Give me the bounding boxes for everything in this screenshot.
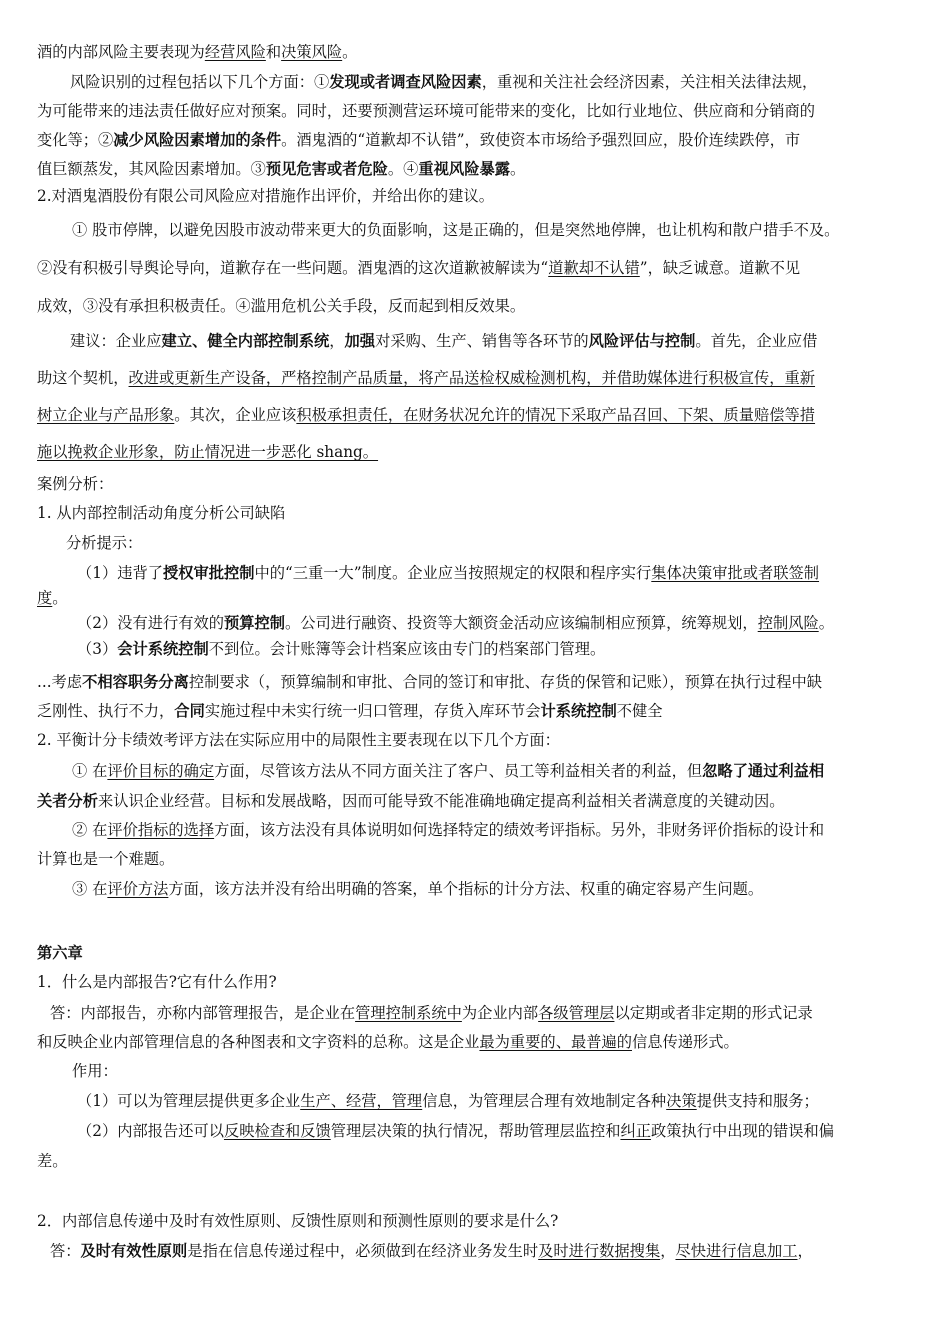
text-segment: （1）违背了 [77, 564, 163, 582]
text-line [37, 405, 942, 425]
text-segment: 信息传递形式。 [631, 1033, 739, 1051]
text-segment: ② 在 [72, 821, 108, 839]
underlined-text: 评价目标的确定 [107, 762, 215, 780]
text-line [37, 672, 942, 692]
underlined-text: 改进或更新生产设备，严格控制产品质量，将产品送检权威检测机构，并借助媒体进行积极宣传，重新 [128, 369, 816, 387]
underlined-text: 施以挽救企业形象，防止情况进一步恶化 shang。 [37, 443, 379, 461]
text-line [70, 331, 942, 351]
text-segment: ”，缺乏诚意。道歉不见 [639, 259, 801, 277]
text-segment: 。 [509, 160, 526, 178]
underlined-text: 道歉却不认错 [548, 259, 640, 277]
text-line [37, 701, 942, 721]
bold-text: 关者分析 [37, 792, 99, 810]
underlined-text: 生产、经营，管理 [300, 1092, 423, 1110]
underlined-text: 管理控制系统中 [355, 1004, 462, 1022]
text-segment: 和反映企业内部管理信息的各种图表和文字资料的总称。这是企业 [37, 1033, 480, 1051]
bold-text: 发现或者调查风险因素 [329, 73, 482, 91]
text-line [50, 1241, 942, 1261]
text-line [37, 972, 942, 992]
text-line [37, 368, 942, 388]
text-line [72, 820, 942, 840]
text-segment: 乏刚性、执行不力， [37, 702, 175, 720]
bold-text: 减少风险因素增加的条件 [113, 131, 282, 149]
bold-text: 计系统控制 [540, 702, 617, 720]
text-segment: （2）没有进行有效的 [77, 614, 224, 632]
text-line [72, 879, 942, 899]
text-segment: 助这个契机， [37, 369, 129, 387]
text-segment: 差。 [37, 1152, 68, 1170]
bold-text: 及时有效性原则 [80, 1242, 188, 1260]
bold-text: 加强 [344, 332, 376, 350]
text-segment: 。首先，企业应借 [695, 332, 818, 350]
text-segment: 政策执行中出现的错误和偏 [650, 1122, 834, 1140]
underlined-text: 经营风险 [204, 43, 266, 61]
text-line [37, 159, 942, 179]
text-line [37, 101, 942, 121]
text-segment: ① 在 [72, 762, 108, 780]
bold-text: 风险评估与控制 [588, 332, 696, 350]
underlined-text: 最为重要的、最普遍的 [479, 1033, 632, 1051]
text-segment: 1. 从内部控制活动角度分析公司缺陷 [37, 504, 286, 522]
text-line [37, 943, 942, 963]
text-line [37, 42, 942, 62]
text-segment: 中的“三重一大”制度。企业应当按照规定的权限和程序实行 [254, 564, 652, 582]
text-segment: 。 [52, 589, 68, 607]
text-line [77, 613, 942, 633]
text-line [37, 296, 942, 316]
underlined-text: 评价方法 [107, 880, 169, 898]
bold-text: 忽略了通过利益相 [702, 762, 825, 780]
bold-text: 建立、健全内部控制系统 [161, 332, 330, 350]
text-segment: 为可能带来的违法责任做好应对预案。同时，还要预测营运环境可能带来的变化，比如行业地位、供应商和分销商的 [37, 102, 816, 120]
text-line [37, 791, 942, 811]
bold-text: 不相容职务分离 [82, 673, 189, 691]
text-segment: （1）可以为管理层提供更多企业 [77, 1092, 301, 1110]
underlined-text: 决策风险 [281, 43, 343, 61]
text-segment: ① 股市停牌，以避免因股市波动带来更大的负面影响，这是正确的，但是突然地停牌，也让机构和散户措手不及。 [72, 221, 840, 239]
text-segment: ， [797, 1242, 813, 1260]
text-line [37, 474, 942, 494]
text-segment: 方面，该方法并没有给出明确的答案，单个指标的计分方法、权重的确定容易产生问题。 [168, 880, 764, 898]
text-line [37, 186, 942, 206]
text-segment: 1．什么是内部报告?它有什么作用? [37, 973, 277, 991]
text-segment: ， [660, 1242, 676, 1260]
text-segment: 和 [265, 43, 282, 61]
text-line [37, 503, 942, 523]
text-line [50, 1003, 942, 1023]
underlined-text: 决策 [666, 1092, 697, 1110]
text-line [77, 563, 942, 583]
text-line [37, 1151, 942, 1171]
text-segment: 。④ [387, 160, 419, 178]
text-segment: 方面，尽管该方法从不同方面关注了客户、员工等利益相关者的利益，但 [214, 762, 703, 780]
text-line [37, 130, 942, 150]
text-segment: 案例分析： [37, 475, 114, 493]
text-segment: ，重视和关注社会经济因素，关注相关法律法规， [481, 73, 818, 91]
underlined-text: 度 [37, 589, 53, 607]
text-segment: 为企业内部 [461, 1004, 539, 1022]
underlined-text: 尽快进行信息加工 [675, 1242, 798, 1260]
bold-text: 重视风险暴露 [418, 160, 510, 178]
text-segment: 方面，该方法没有具体说明如何选择特定的绩效考评指标。另外，非财务评价指标的设计和 [214, 821, 825, 839]
text-segment: 答： [50, 1242, 81, 1260]
text-segment: 。公司进行融资、投资等大额资金活动应该编制相应预算，统筹规划， [284, 614, 758, 632]
text-line [66, 533, 942, 553]
underlined-text: 树立企业与产品形象 [37, 406, 175, 424]
text-segment: 2.对酒鬼酒股份有限公司风险应对措施作出评价，并给出你的建议。 [37, 187, 494, 205]
text-segment: 计算也是一个难题。 [37, 850, 175, 868]
text-line [72, 761, 942, 781]
text-segment: 2. 平衡计分卡绩效考评方法在实际应用中的局限性主要表现在以下几个方面： [37, 731, 560, 749]
underlined-text: 集体决策审批或者联签制 [651, 564, 820, 582]
text-segment: 变化等；② [37, 131, 114, 149]
underlined-text: 各级管理层 [538, 1004, 615, 1022]
text-segment: 对采购、生产、销售等各环节的 [375, 332, 589, 350]
bold-text: 第六章 [37, 944, 83, 962]
text-segment: 控制要求（，预算编制和审批、合同的签订和审批、存货的保管和记账），预算在执行过程中缺 [188, 673, 822, 691]
text-segment: 不健全 [616, 702, 663, 720]
text-segment: 成效，③没有承担积极责任。④滥用危机公关手段，反而起到相反效果。 [37, 297, 526, 315]
text-line [37, 588, 942, 608]
text-segment: 酒的内部风险主要表现为 [37, 43, 205, 61]
text-segment: ， [329, 332, 345, 350]
text-segment: 实施过程中未实行统一归口管理，存货入库环节会 [204, 702, 541, 720]
text-segment: 分析提示： [66, 534, 143, 552]
text-segment: 来认识企业经营。目标和发展战略，因而可能导致不能准确地确定提高利益相关者满意度的关键动因。 [98, 792, 785, 810]
bold-text: 预算控制 [223, 614, 285, 632]
text-line [72, 1061, 942, 1081]
text-segment: 。 [342, 43, 358, 61]
text-segment: 。 [818, 614, 834, 632]
underlined-text: 及时进行数据搜集 [538, 1242, 661, 1260]
text-segment: 风险识别的过程包括以下几个方面：① [70, 73, 330, 91]
text-segment: ③ 在 [72, 880, 108, 898]
text-segment: ...考虑 [37, 673, 83, 691]
text-segment: 不到位。会计账簿等会计档案应该由专门的档案部门管理。 [208, 640, 606, 658]
text-segment: 提供支持和服务； [696, 1092, 819, 1110]
text-line [70, 72, 942, 92]
text-line [77, 1121, 942, 1141]
text-segment: （2）内部报告还可以 [77, 1122, 224, 1140]
underlined-text: 控制风险 [757, 614, 819, 632]
text-segment: 以定期或者非定期的形式记录 [614, 1004, 813, 1022]
text-line [37, 442, 942, 462]
bold-text: 合同 [174, 702, 205, 720]
bold-text: 预见危害或者危险 [265, 160, 388, 178]
bold-text: 授权审批控制 [162, 564, 255, 582]
text-segment: ②没有积极引导舆论导向，道歉存在一些问题。酒鬼酒的这次道歉被解读为“ [37, 259, 549, 277]
text-line [37, 849, 942, 869]
underlined-text: 反映检查和反馈 [223, 1122, 331, 1140]
text-segment: （3） [77, 640, 118, 658]
bold-text: 会计系统控制 [117, 640, 209, 658]
text-line [72, 220, 942, 240]
text-line [37, 1032, 942, 1052]
text-segment: 值巨额蒸发，其风险因素增加。③ [37, 160, 266, 178]
text-line [37, 730, 942, 750]
text-segment: 2．内部信息传递中及时有效性原则、反馈性原则和预测性原则的要求是什么? [37, 1212, 559, 1230]
underlined-text: 纠正 [620, 1122, 651, 1140]
underlined-text: 评价指标的选择 [107, 821, 215, 839]
text-line [77, 1091, 942, 1111]
text-segment: 管理层决策的执行情况，帮助管理层监控和 [330, 1122, 621, 1140]
text-segment: 信息，为管理层合理有效地制定各种 [422, 1092, 667, 1110]
text-line [77, 639, 942, 659]
text-line [37, 258, 942, 278]
text-segment: 是指在信息传递过程中，必须做到在经济业务发生时 [187, 1242, 539, 1260]
text-segment: 。其次，企业应该 [174, 406, 297, 424]
text-segment: 建议：企业应 [70, 332, 162, 350]
text-line [37, 1211, 942, 1231]
text-segment: 作用： [72, 1062, 118, 1080]
text-segment: 。酒鬼酒的“道歉却不认错”，致使资本市场给予强烈回应，股价连续跌停，市 [281, 131, 801, 149]
underlined-text: 积极承担责任，在财务状况允许的情况下采取产品召回、下架、质量赔偿等措 [296, 406, 816, 424]
text-segment: 答：内部报告，亦称内部管理报告，是企业在 [50, 1004, 356, 1022]
